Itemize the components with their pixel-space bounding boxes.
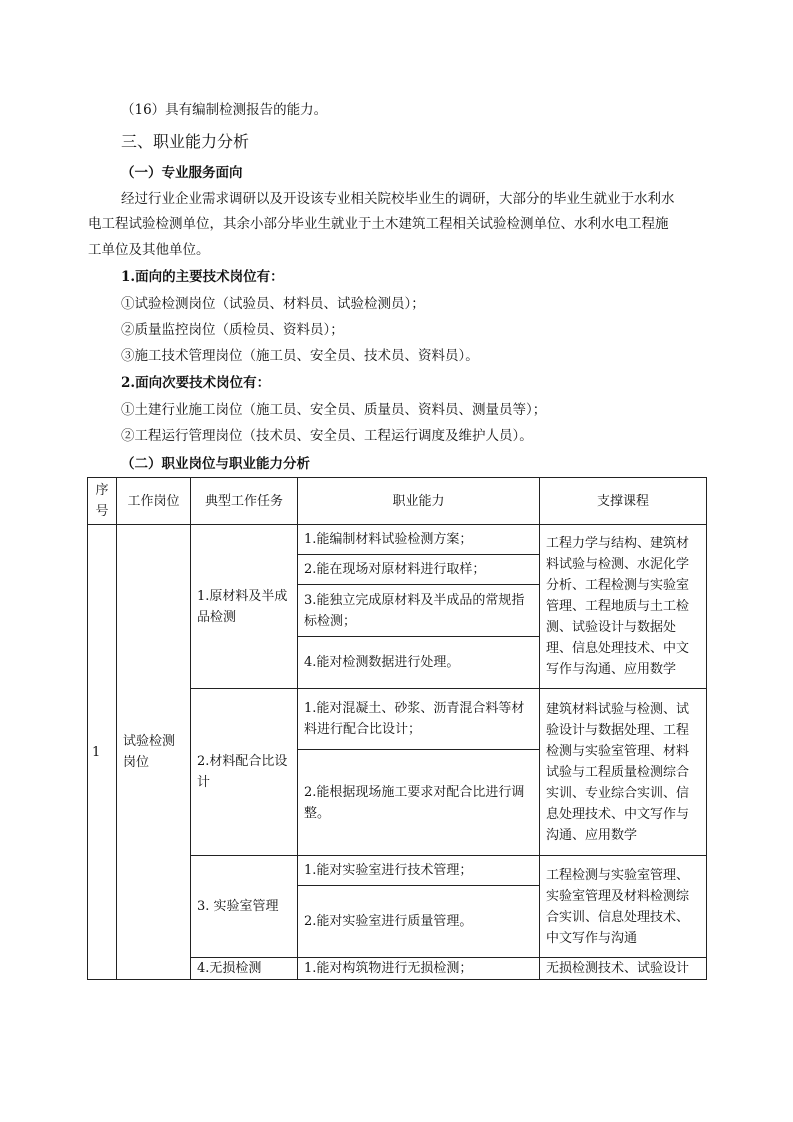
header-ability: 职业能力 [298, 478, 540, 525]
ability-cell: 3.能独立完成原材料及半成品的常规指标检测； [298, 585, 540, 637]
main-post-1: ①试验检测岗位（试验员、材料员、试验检测员）； [121, 296, 425, 312]
secondary-posts-title: 2.面向次要技术岗位有： [121, 375, 271, 391]
task-cell: 3. 实验室管理 [191, 856, 298, 958]
ability-cell: 1.能对构筑物进行无损检测； [298, 958, 540, 980]
header-seq: 序号 [88, 478, 117, 525]
main-post-2: ②质量监控岗位（质检员、资料员）； [121, 322, 344, 338]
capability-16: （16）具有编制检测报告的能力。 [121, 102, 328, 118]
section-heading-3: 三、职业能力分析 [121, 132, 250, 151]
header-task: 典型工作任务 [191, 478, 298, 525]
paragraph-line-3: 工单位及其他单位。 [88, 242, 210, 258]
course-cell: 工程力学与结构、建筑材料试验与检测、水泥化学分析、工程检测与实验室管理、工程地质与土工检测、试验设计与数据处理、信息处理技术、中文写作与沟通、应用数学 [540, 525, 707, 689]
header-course: 支撑课程 [540, 478, 707, 525]
secondary-post-1: ①土建行业施工岗位（施工员、安全员、质量员、资料员、测量员等）； [121, 402, 547, 418]
ability-cell: 1.能对混凝土、砂浆、沥青混合料等材料进行配合比设计； [298, 689, 540, 750]
seq-cell: 1 [88, 525, 117, 980]
ability-cell: 2.能对实验室进行质量管理。 [298, 886, 540, 958]
ability-cell: 1.能对实验室进行技术管理； [298, 856, 540, 886]
main-post-3: ③施工技术管理岗位（施工员、安全员、技术员、资料员）。 [121, 348, 479, 364]
task-cell: 1.原材料及半成品检测 [191, 525, 298, 689]
paragraph-line-1: 经过行业企业需求调研以及开设该专业相关院校毕业生的调研，大部分的毕业生就业于水利水 [121, 191, 675, 207]
course-cell: 无损检测技术、试验设计 [540, 958, 707, 980]
ability-cell: 1.能编制材料试验检测方案； [298, 525, 540, 555]
header-post: 工作岗位 [117, 478, 191, 525]
main-posts-title: 1.面向的主要技术岗位有： [121, 269, 284, 285]
task-cell: 4.无损检测 [191, 958, 298, 980]
ability-cell: 4.能对检测数据进行处理。 [298, 637, 540, 689]
ability-analysis-table [87, 477, 707, 980]
subheading-analysis: （二）职业岗位与职业能力分析 [121, 456, 310, 472]
secondary-post-2: ②工程运行管理岗位（技术员、安全员、工程运行调度及维护人员）。 [121, 428, 533, 444]
course-cell: 建筑材料试验与检测、试验设计与数据处理、工程检测与实验室管理、材料试验与工程质量检测综合实训、专业综合实训、信息处理技术、中文写作与沟通、应用数学 [540, 689, 707, 856]
subheading-service: （一）专业服务面向 [121, 165, 243, 181]
course-cell: 工程检测与实验室管理、实验室管理及材料检测综合实训、信息处理技术、中文写作与沟通 [540, 856, 707, 958]
ability-cell: 2.能在现场对原材料进行取样； [298, 555, 540, 585]
paragraph-line-2: 电工程试验检测单位，其余小部分毕业生就业于土木建筑工程相关试验检测单位、水利水电工程施 [88, 216, 669, 232]
ability-cell: 2.能根据现场施工要求对配合比进行调整。 [298, 750, 540, 856]
task-cell: 2.材料配合比设计 [191, 689, 298, 856]
post-cell: 试验检测岗位 [117, 525, 191, 980]
